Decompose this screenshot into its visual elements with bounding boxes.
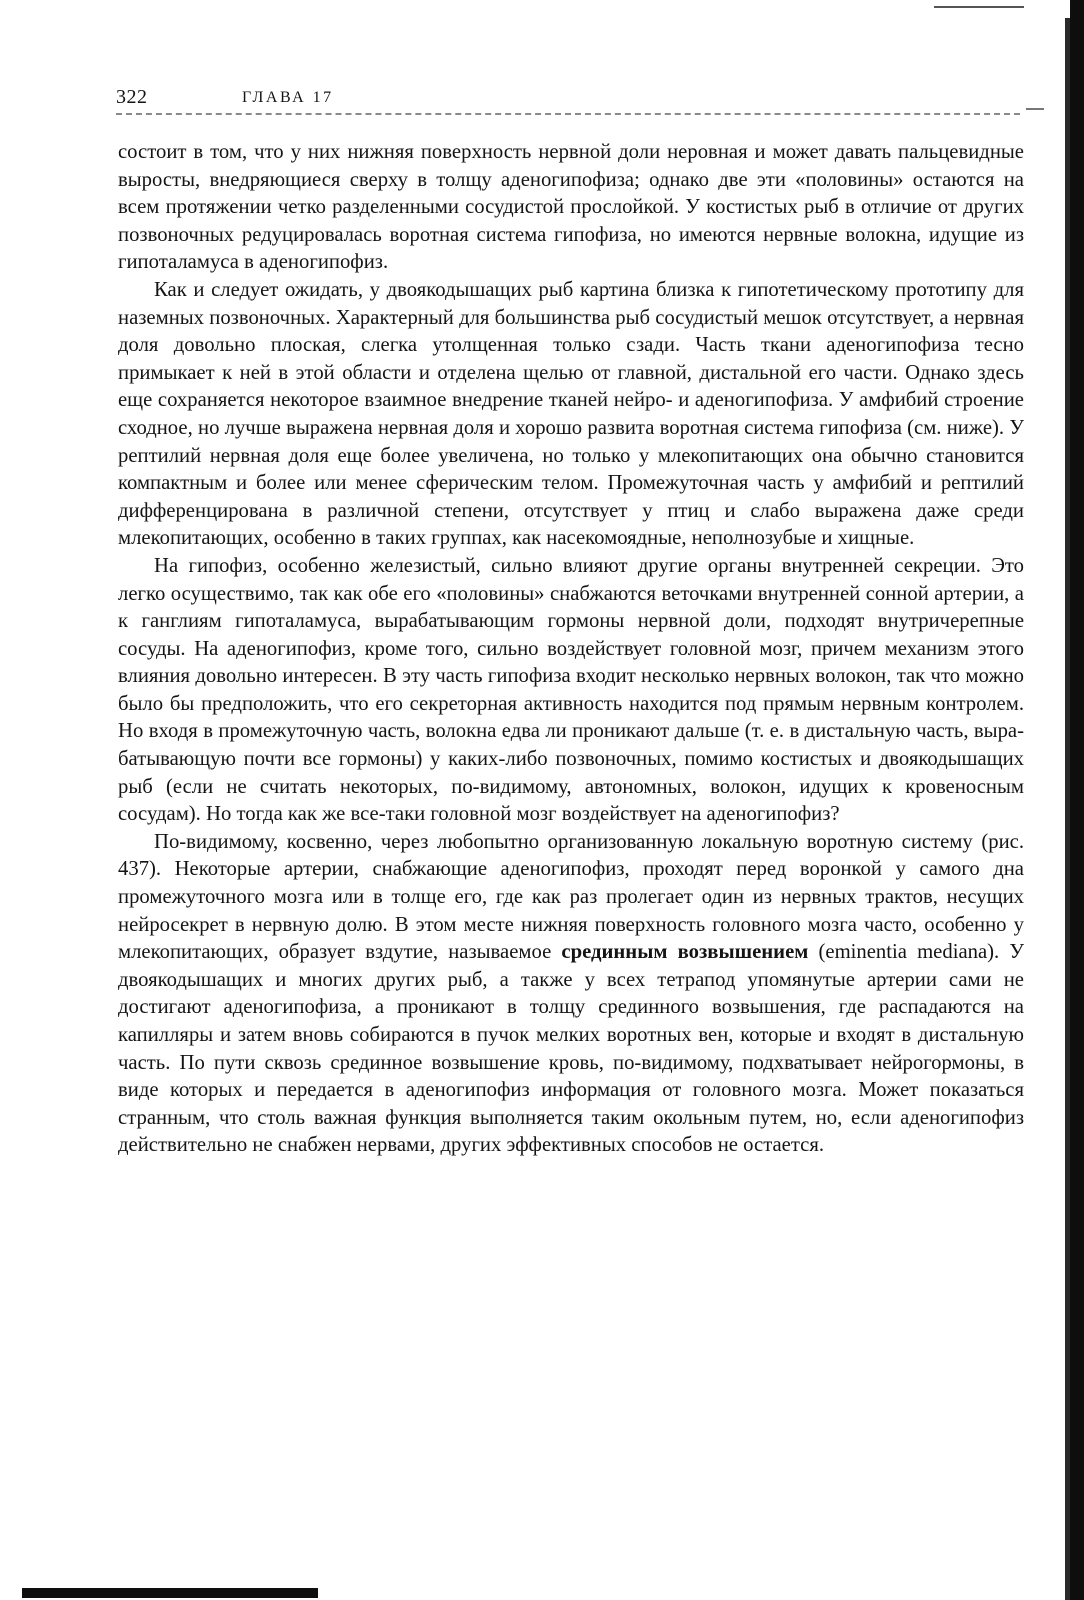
header-rule [116,113,1020,115]
body-text [118,139,1024,1160]
chapter-title: ГЛАВА 17 [242,89,334,106]
paragraph [118,829,1024,1160]
text-run: Как и следует ожидать, у двоякодышащих рыб картина близка к гипотетическому прототипу для наземных позвоночных. Характерный для большинства рыб сосудистый мешок отсутствует, а нервная доля довольно плоская, слегка утолщенная только сзади. Часть ткани аденогипофиза тесно примыкает к ней в этой области и отделена щелью от главной, дистальной его части. Однако здесь еще сохраняется некоторое взаимное внедрение тканей нейро- и аденогипофиза. У амфибий строение сходное, но лучше выражена нервная доля и хорошо развита воротная система гипофиза (см. ниже). У рептилий нервная доля еще более увеличена, но только у млекопитающих она обычно становится компактным и более или менее сферическим телом. Промежуточная часть у амфибий и рептилий дифференцирована в различной степени, отсутствует у птиц и слабо выражена даже среди млекопитающих, особенно в таких группах, как насекомоядные, неполнозубые и хищные. [118,278,1024,550]
text-run: (eminentia mediana). У двоякодышащих и многих других рыб, а также у всех тетрапод упомянутые артерии сами не достигают аденогипофиза, а проникают в толщу срединного возвышения, где распадаются на капилляры и затем вновь собираются в пучок мелких воротных вен, которые и входят в дистальную часть. По пути сквозь срединное возвышение кровь, по-видимому, подхватывает нейрогормоны, в виде которых и передается в аденогипофиз информация от головного мозга. Может показаться странным, что столь важная функция выполняется таким окольным путем, но, если аденогипофиз действительно не снабжен нервами, других эффективных способов не остается. [118,941,1024,1157]
paragraph [118,553,1024,829]
text-run: состоит в том, что у них нижняя поверхность нервной доли неровная и может давать пальцевидные выросты, внедряющиеся сверху в толщу аденогипофиза; однако две эти «половины» остаются на всем протяжении четко разделенными сосудистой прослойкой. У костистых рыб в отличие от других позвоночных редуцировалась воротная система гипофиза, но имеются нервные волокна, идущие из гипоталамуса в аденогипофиз. [118,141,1024,274]
bold-term: срединным возвышением [561,941,809,964]
scan-artifact-dash [1026,108,1044,110]
text-run: По-видимому, косвенно, через любопытно организованную локальную воротную систему (рис. 437). Некоторые артерии, снабжающие аденогипофиз, проходят перед воронкой у самого дна промежуточного мозга или в толще его, где как раз пролегает один из нервных трактов, несущих нейросекрет в нервную долю. В этом месте нижняя поверхность головного мозга часто, особенно у млекопитающих, образует вздутие, называемое [118,830,1024,964]
paragraph [118,139,1024,277]
scan-bottom-bar [22,1588,318,1598]
page-number: 322 [116,86,148,108]
scan-artifact-line [934,6,1024,8]
paragraph [118,277,1024,553]
text-run: На гипофиз, особенно железистый, сильно влияют другие органы внутренней секреции. Это легко осуществимо, так как обе его «половины» снабжаются веточками внутренней сонной артерии, а к ганглиям гипоталамуса, вырабатывающим гормоны нервной доли, подходят внутричерепные сосуды. На аденогипофиз, кроме того, сильно воздействует головной мозг, причем механизм этого влияния довольно интересен. В эту часть гипофиза входит несколько нервных волокон, так что можно было бы предположить, что его секреторная активность находится под прямым нервным контролем. Но входя в промежуточную часть, волокна едва ли проникают дальше (т. е. в дистальную часть, вырабатывающую почти все гормоны) у каких-либо позвоночных, помимо костистых и двоякодышащих рыб (если не считать некоторых, по-видимому, автономных, волокон, идущих к кровеносным сосудам). Но тогда как же все-таки головной мозг воздействует на аденогипофиз? [118,554,1024,826]
running-header [116,86,1020,116]
scan-edge-bar [1070,0,1084,1600]
